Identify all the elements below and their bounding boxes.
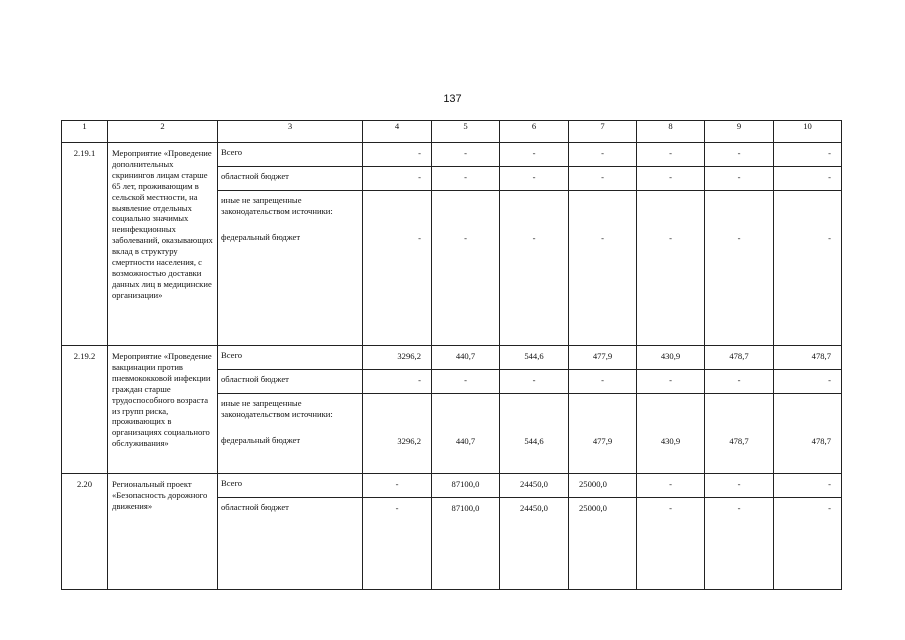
value-cell: 430,9 — [637, 394, 705, 474]
value-cell: 440,7 — [432, 346, 500, 370]
value-cell: - — [705, 143, 774, 167]
value-cell: - — [432, 370, 500, 394]
header-cell: 5 — [432, 121, 500, 143]
funding-source-federal: федеральный бюджет — [221, 434, 301, 445]
value-cell: - — [569, 191, 637, 346]
header-cell: 6 — [500, 121, 569, 143]
value-cell: 3296,2 — [363, 346, 432, 370]
header-cell: 3 — [218, 121, 363, 143]
value-cell: - — [637, 143, 705, 167]
header-cell: 2 — [108, 121, 218, 143]
value-cell: - — [432, 167, 500, 191]
header-cell: 8 — [637, 121, 705, 143]
funding-source: областной бюджет — [218, 498, 363, 590]
value-cell: 477,9 — [569, 394, 637, 474]
funding-source: областной бюджет — [218, 167, 363, 191]
value-cell: 87100,0 — [432, 474, 500, 498]
value-cell: 25000,0 — [569, 498, 637, 590]
table-row — [62, 143, 842, 167]
value-cell: - — [774, 191, 842, 346]
funding-source — [218, 394, 363, 474]
value-cell: - — [705, 191, 774, 346]
funding-source: Всего — [218, 346, 363, 370]
funding-source-federal: федеральный бюджет — [221, 231, 301, 242]
value-cell: - — [500, 143, 569, 167]
value-cell: - — [500, 370, 569, 394]
value-cell: - — [774, 143, 842, 167]
item-number: 2.20 — [62, 474, 108, 590]
table-row — [62, 474, 842, 498]
header-cell: 10 — [774, 121, 842, 143]
value-cell: - — [500, 167, 569, 191]
value-cell: - — [432, 191, 500, 346]
item-name: Мероприятие «Проведение дополнительных скринингов лицам старше 65 лет, проживающим в сельской местности, на выявление отдельных социально значимых неинфекционных заболеваний, оказывающих вклад в структуру смертности населения, с возможностью доставки данных лиц в медицинские организации» — [108, 143, 218, 346]
funding-source: Всего — [218, 143, 363, 167]
value-cell: - — [774, 370, 842, 394]
value-cell: - — [363, 143, 432, 167]
funding-source: областной бюджет — [218, 370, 363, 394]
value-cell: 440,7 — [432, 394, 500, 474]
value-cell: 25000,0 — [569, 474, 637, 498]
value-cell: 478,7 — [774, 394, 842, 474]
funding-source: Всего — [218, 474, 363, 498]
value-cell: - — [705, 167, 774, 191]
value-cell: - — [569, 370, 637, 394]
value-cell: - — [705, 474, 774, 498]
value-cell: - — [569, 167, 637, 191]
item-name: Мероприятие «Проведение вакцинации против пневмококковой инфекции граждан старше трудоспособного возраста из групп риска, проживающих в организациях социального обслуживания» — [108, 346, 218, 474]
header-cell: 4 — [363, 121, 432, 143]
value-cell: - — [705, 498, 774, 590]
value-cell: - — [774, 498, 842, 590]
value-cell: - — [774, 167, 842, 191]
header-cell: 9 — [705, 121, 774, 143]
value-cell: 24450,0 — [500, 474, 569, 498]
value-cell: 478,7 — [774, 346, 842, 370]
header-cell: 7 — [569, 121, 637, 143]
value-cell: - — [363, 474, 432, 498]
value-cell: - — [637, 167, 705, 191]
item-number: 2.19.1 — [62, 143, 108, 346]
header-row — [62, 121, 842, 143]
value-cell: - — [774, 474, 842, 498]
header-cell: 1 — [62, 121, 108, 143]
value-cell: 430,9 — [637, 346, 705, 370]
value-cell: 478,7 — [705, 394, 774, 474]
value-cell: - — [637, 474, 705, 498]
value-cell: 24450,0 — [500, 498, 569, 590]
value-cell: 478,7 — [705, 346, 774, 370]
value-cell: - — [432, 143, 500, 167]
value-cell: 87100,0 — [432, 498, 500, 590]
value-cell: - — [363, 370, 432, 394]
value-cell: 3296,2 — [363, 394, 432, 474]
page-number: 137 — [443, 93, 462, 105]
table-row — [62, 346, 842, 370]
value-cell: - — [637, 191, 705, 346]
value-cell: - — [637, 498, 705, 590]
funding-source — [218, 191, 363, 346]
value-cell: - — [363, 167, 432, 191]
value-cell: - — [705, 370, 774, 394]
funding-source-note: иные не запрещенные законодательством источники: — [221, 195, 333, 216]
value-cell: - — [500, 191, 569, 346]
value-cell: - — [363, 191, 432, 346]
value-cell: - — [637, 370, 705, 394]
value-cell: - — [569, 143, 637, 167]
funding-source-note: иные не запрещенные законодательством источники: — [221, 398, 333, 419]
value-cell: 544,6 — [500, 394, 569, 474]
item-name: Региональный проект «Безопасность дорожного движения» — [108, 474, 218, 590]
value-cell: - — [363, 498, 432, 590]
budget-table — [61, 120, 842, 590]
value-cell: 544,6 — [500, 346, 569, 370]
item-number: 2.19.2 — [62, 346, 108, 474]
value-cell: 477,9 — [569, 346, 637, 370]
